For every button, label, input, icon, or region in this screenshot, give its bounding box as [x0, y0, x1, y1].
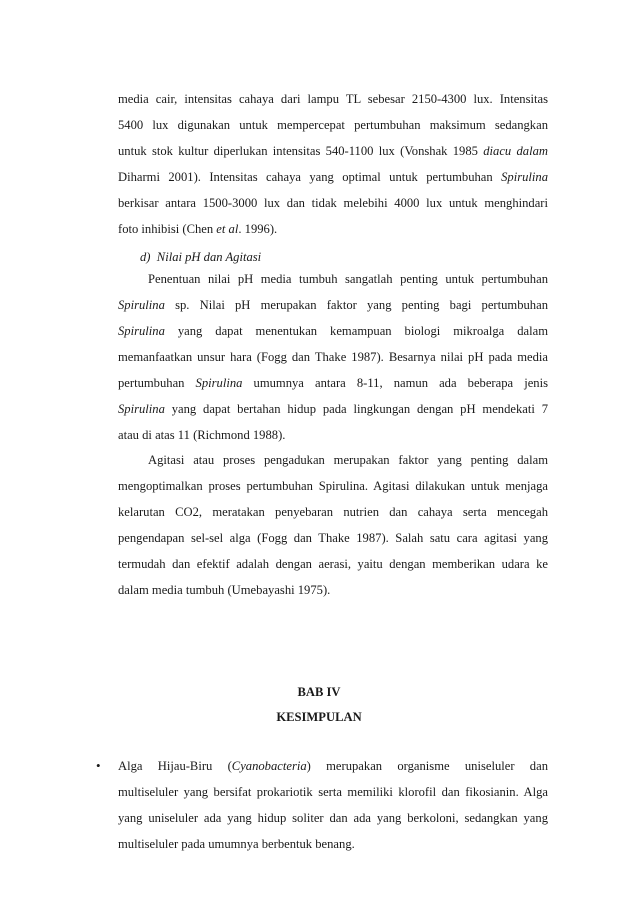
text-line: multiseluler pada umumnya berbentuk benang.: [118, 837, 355, 851]
text-line: pengendapan sel-sel alga (Fogg dan Thake 1987). Salah satu cara agitasi yang: [118, 531, 548, 545]
text-line: media cair, intensitas cahaya dari lampu TL sebesar 2150-4300 lux. Intensitas: [118, 92, 548, 106]
text-line: mengoptimalkan proses pertumbuhan Spirulina. Agitasi dilakukan untuk menjaga: [118, 479, 548, 493]
text-line: Spirulina yang dapat menentukan kemampuan biologi mikroalga dalam: [118, 324, 548, 338]
text-line: dalam media tumbuh (Umebayashi 1975).: [118, 583, 331, 597]
text-line: Spirulina sp. Nilai pH merupakan faktor yang penting bagi pertumbuhan: [118, 298, 548, 312]
text-line: Alga Hijau-Biru (Cyanobacteria) merupakan organisme uniseluler dan: [118, 759, 548, 773]
chapter-title: KESIMPULAN: [276, 710, 362, 724]
chapter-number: BAB IV: [297, 685, 341, 699]
text-line: multiseluler yang bersifat prokariotik serta memiliki klorofil dan fikosianin. Alga: [118, 785, 548, 799]
text-line: berkisar antara 1500-3000 lux dan tidak melebihi 4000 lux untuk menghindari: [118, 196, 548, 210]
text-line: kelarutan CO2, meratakan penyebaran nutrien dan cahaya serta mencegah: [118, 505, 548, 519]
text-line: Diharmi 2001). Intensitas cahaya yang optimal untuk pertumbuhan Spirulina: [118, 170, 548, 184]
subheading-d: d) Nilai pH dan Agitasi: [140, 250, 262, 264]
text-line: Agitasi atau proses pengadukan merupakan faktor yang penting dalam: [148, 453, 548, 467]
text-line: untuk stok kultur diperlukan intensitas 540-1100 lux (Vonshak 1985 diacu dalam: [118, 144, 548, 158]
text-line: foto inhibisi (Chen et al. 1996).: [118, 222, 278, 236]
bullet-icon: •: [96, 758, 101, 773]
text-line: 5400 lux digunakan untuk mempercepat pertumbuhan maksimum sedangkan: [118, 118, 548, 132]
text-line: termudah dan efektif adalah dengan aerasi, yaitu dengan memberikan udara ke: [118, 557, 548, 571]
text-line: atau di atas 11 (Richmond 1988).: [118, 428, 286, 442]
text-line: memanfaatkan unsur hara (Fogg dan Thake 1987). Besarnya nilai pH pada media: [118, 350, 548, 364]
text-line: Penentuan nilai pH media tumbuh sangatlah penting untuk pertumbuhan: [148, 272, 548, 286]
text-line: pertumbuhan Spirulina umumnya antara 8-11, namun ada beberapa jenis: [118, 376, 548, 390]
text-line: Spirulina yang dapat bertahan hidup pada lingkungan dengan pH mendekati 7: [118, 402, 548, 416]
text-line: yang uniseluler ada yang hidup soliter dan ada yang berkoloni, sedangkan yang: [118, 811, 548, 825]
